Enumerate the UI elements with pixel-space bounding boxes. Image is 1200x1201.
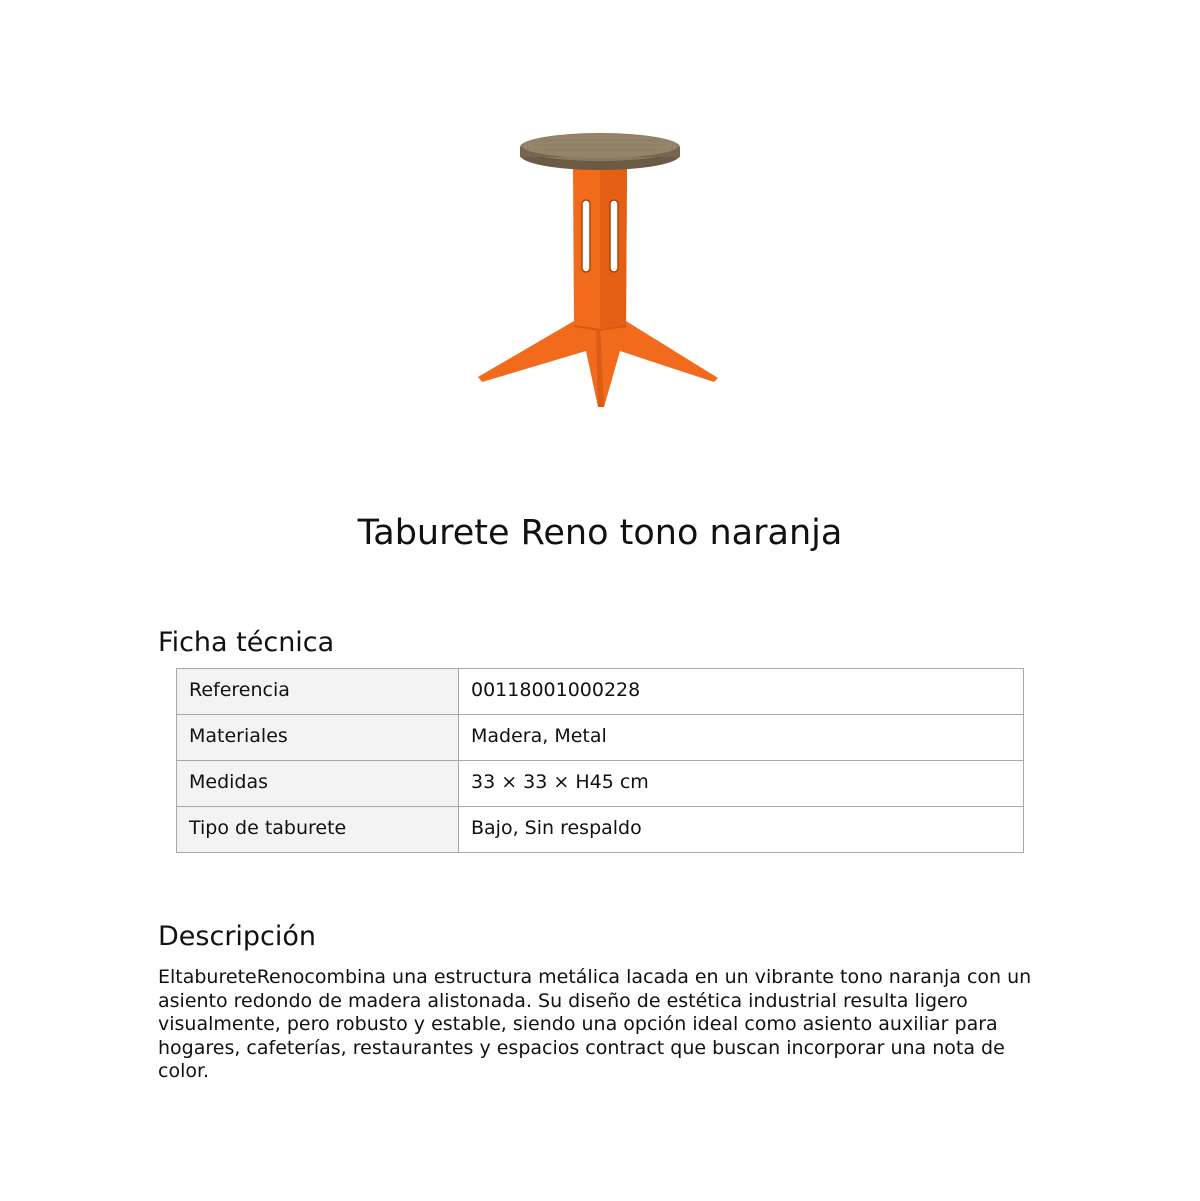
spec-value: Bajo, Sin respaldo bbox=[459, 807, 1024, 853]
specs-heading: Ficha técnica bbox=[158, 627, 335, 658]
table-row bbox=[177, 761, 1024, 807]
spec-value: Madera, Metal bbox=[459, 715, 1024, 761]
spec-label: Medidas bbox=[177, 761, 459, 807]
stool-image bbox=[470, 125, 730, 415]
table-row bbox=[177, 669, 1024, 715]
spec-label: Materiales bbox=[177, 715, 459, 761]
description-heading: Descripción bbox=[158, 921, 317, 952]
table-row bbox=[177, 807, 1024, 853]
spec-value: 00118001000228 bbox=[459, 669, 1024, 715]
product-title: Taburete Reno tono naranja bbox=[357, 513, 843, 553]
description-text: EltabureteRenocombina una estructura metálica lacada en un vibrante tono naranja con un asiento redondo de madera alistonada. Su diseño de estética industrial resulta ligero visualmente, pero robusto y estable, siendo una opción ideal como asiento auxiliar para hogares, cafeterías, restaurantes y espacios contract que buscan incorporar una nota de color. bbox=[158, 966, 1032, 1082]
table-row bbox=[177, 715, 1024, 761]
spec-label: Tipo de taburete bbox=[177, 807, 459, 853]
spec-value: 33 × 33 × H45 cm bbox=[459, 761, 1024, 807]
specs-table bbox=[176, 668, 1024, 853]
spec-label: Referencia bbox=[177, 669, 459, 715]
